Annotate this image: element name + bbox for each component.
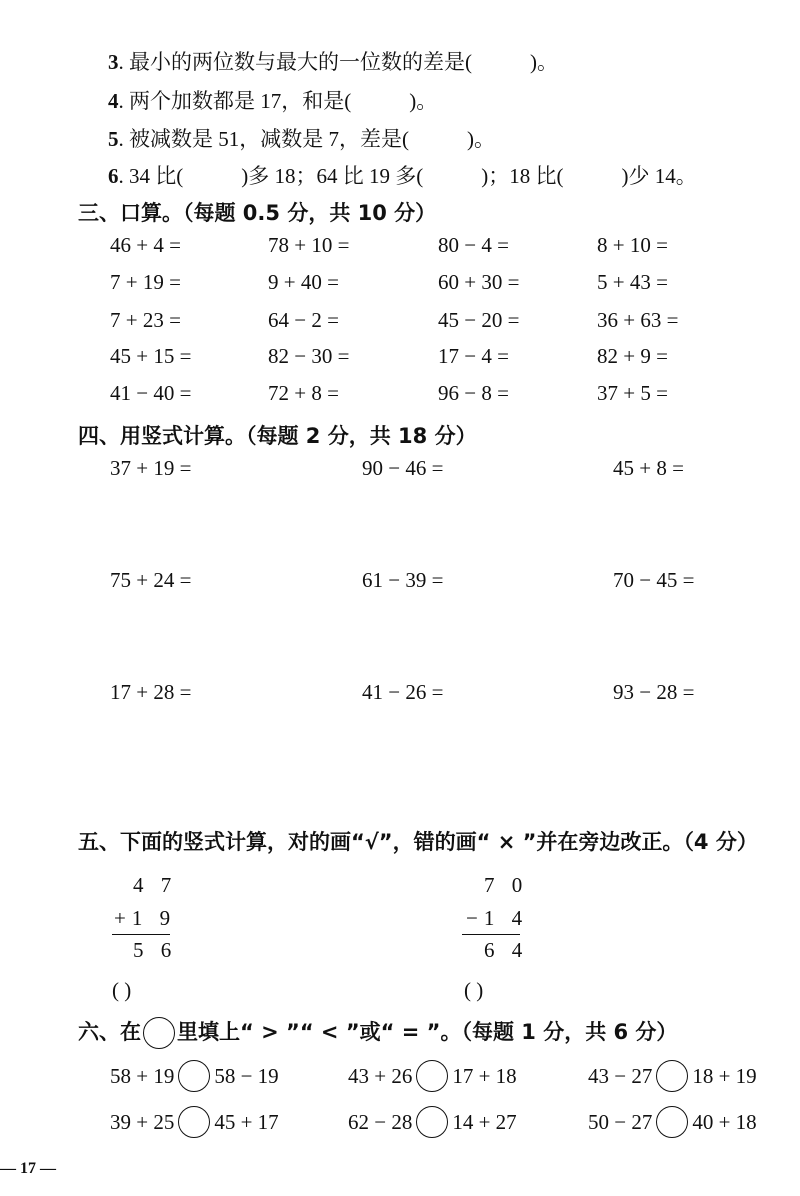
question-text: )多 18；64 比 19 多( — [241, 164, 424, 188]
circle-icon — [143, 1017, 175, 1049]
compare-circle-input[interactable] — [416, 1106, 448, 1138]
oral-calc-item: 82 − 30 = — [268, 344, 350, 368]
section-4-title: 四、用竖式计算。（每题 2 分，共 18 分） — [78, 424, 477, 448]
compare-item — [348, 1062, 517, 1094]
compare-item — [588, 1108, 757, 1140]
oral-calc-item: 45 + 15 = — [110, 344, 192, 368]
question-text-end: )少 14。 — [621, 164, 697, 188]
vertical-calc-item: 93 − 28 = — [613, 680, 695, 704]
question-number: 6 — [108, 164, 119, 188]
oral-calc-item: 5 + 43 = — [597, 270, 668, 294]
vertical-calc-item: 61 − 39 = — [362, 568, 444, 592]
compare-item — [348, 1108, 517, 1140]
right-calc-rule — [462, 934, 520, 935]
question-text-end: )。 — [409, 89, 438, 113]
compare-item — [110, 1108, 279, 1140]
page-number: — 17 — — [0, 1160, 56, 1177]
left-calc-result: 5 6 — [133, 938, 178, 962]
question-4 — [108, 85, 437, 115]
vertical-calc-item: 17 + 28 = — [110, 680, 192, 704]
compare-right: 45 + 17 — [214, 1109, 279, 1134]
oral-calc-item: 82 + 9 = — [597, 344, 668, 368]
question-text: . 34 比( — [118, 164, 184, 188]
left-calc-top: 4 7 — [133, 873, 178, 897]
compare-right: 58 − 19 — [214, 1063, 279, 1088]
vertical-calc-item: 90 − 46 = — [362, 456, 444, 480]
right-calc-mid: −1 4 — [466, 906, 529, 930]
compare-left: 50 − 27 — [588, 1109, 653, 1134]
compare-left: 39 + 25 — [110, 1109, 175, 1134]
compare-circle-input[interactable] — [178, 1106, 210, 1138]
vertical-calc-item: 70 − 45 = — [613, 568, 695, 592]
vertical-calc-item: 75 + 24 = — [110, 568, 192, 592]
compare-right: 40 + 18 — [692, 1109, 757, 1134]
section-6-title — [78, 1016, 677, 1049]
compare-left: 62 − 28 — [348, 1109, 413, 1134]
compare-left: 58 + 19 — [110, 1063, 175, 1088]
compare-circle-input[interactable] — [178, 1060, 210, 1092]
section-3-title: 三、口算。（每题 0.5 分，共 10 分） — [78, 201, 437, 225]
compare-item — [110, 1062, 279, 1094]
question-6 — [108, 160, 697, 190]
oral-calc-item: 72 + 8 = — [268, 381, 339, 405]
right-calc-result: 6 4 — [484, 938, 529, 962]
compare-circle-input[interactable] — [656, 1060, 688, 1092]
compare-right: 14 + 27 — [452, 1109, 517, 1134]
question-text-end: )。 — [467, 127, 495, 151]
compare-left: 43 − 27 — [588, 1063, 653, 1088]
oral-calc-item: 96 − 8 = — [438, 381, 509, 405]
vertical-calc-item: 45 + 8 = — [613, 456, 684, 480]
left-calc-mid: +1 9 — [114, 906, 177, 930]
oral-calc-item: 41 − 40 = — [110, 381, 192, 405]
oral-calc-item: 46 + 4 = — [110, 233, 181, 257]
oral-calc-item: 7 + 23 = — [110, 308, 181, 332]
section-6-title-b: 里填上“ > ”“ < ”或“ = ”。（每题 1 分，共 6 分） — [177, 1020, 678, 1044]
vertical-calc-item: 41 − 26 = — [362, 680, 444, 704]
question-number: 3 — [108, 50, 119, 74]
oral-calc-item: 80 − 4 = — [438, 233, 509, 257]
vertical-calc-item: 37 + 19 = — [110, 456, 192, 480]
compare-right: 18 + 19 — [692, 1063, 757, 1088]
question-text: . 被减数是 51，减数是 7，差是( — [118, 127, 409, 151]
compare-circle-input[interactable] — [656, 1106, 688, 1138]
compare-left: 43 + 26 — [348, 1063, 413, 1088]
question-number: 5 — [108, 127, 119, 151]
oral-calc-item: 9 + 40 = — [268, 270, 339, 294]
oral-calc-item: 64 − 2 = — [268, 308, 339, 332]
question-text: . 最小的两位数与最大的一位数的差是( — [118, 50, 472, 74]
oral-calc-item: 78 + 10 = — [268, 233, 350, 257]
oral-calc-item: 8 + 10 = — [597, 233, 668, 257]
right-calc-top: 7 0 — [484, 873, 529, 897]
left-calc-rule — [112, 934, 170, 935]
oral-calc-item: 60 + 30 = — [438, 270, 520, 294]
question-number: 4 — [108, 89, 119, 113]
section-5-title: 五、下面的竖式计算，对的画“√”，错的画“ × ”并在旁边改正。（4 分） — [78, 830, 758, 854]
question-text: . 两个加数都是 17，和是( — [118, 89, 352, 113]
oral-calc-item: 45 − 20 = — [438, 308, 520, 332]
compare-item — [588, 1062, 757, 1094]
question-3 — [108, 46, 558, 76]
oral-calc-item: 37 + 5 = — [597, 381, 668, 405]
section-6-title-a: 六、在 — [78, 1020, 141, 1044]
compare-right: 17 + 18 — [452, 1063, 517, 1088]
oral-calc-item: 17 − 4 = — [438, 344, 509, 368]
question-5 — [108, 123, 495, 153]
compare-circle-input[interactable] — [416, 1060, 448, 1092]
oral-calc-item: 7 + 19 = — [110, 270, 181, 294]
question-text-end: )。 — [530, 50, 558, 74]
right-check-blank[interactable]: ( ) — [464, 978, 484, 1002]
oral-calc-item: 36 + 63 = — [597, 308, 679, 332]
question-text: )；18 比( — [481, 164, 564, 188]
left-check-blank[interactable]: ( ) — [112, 978, 132, 1002]
